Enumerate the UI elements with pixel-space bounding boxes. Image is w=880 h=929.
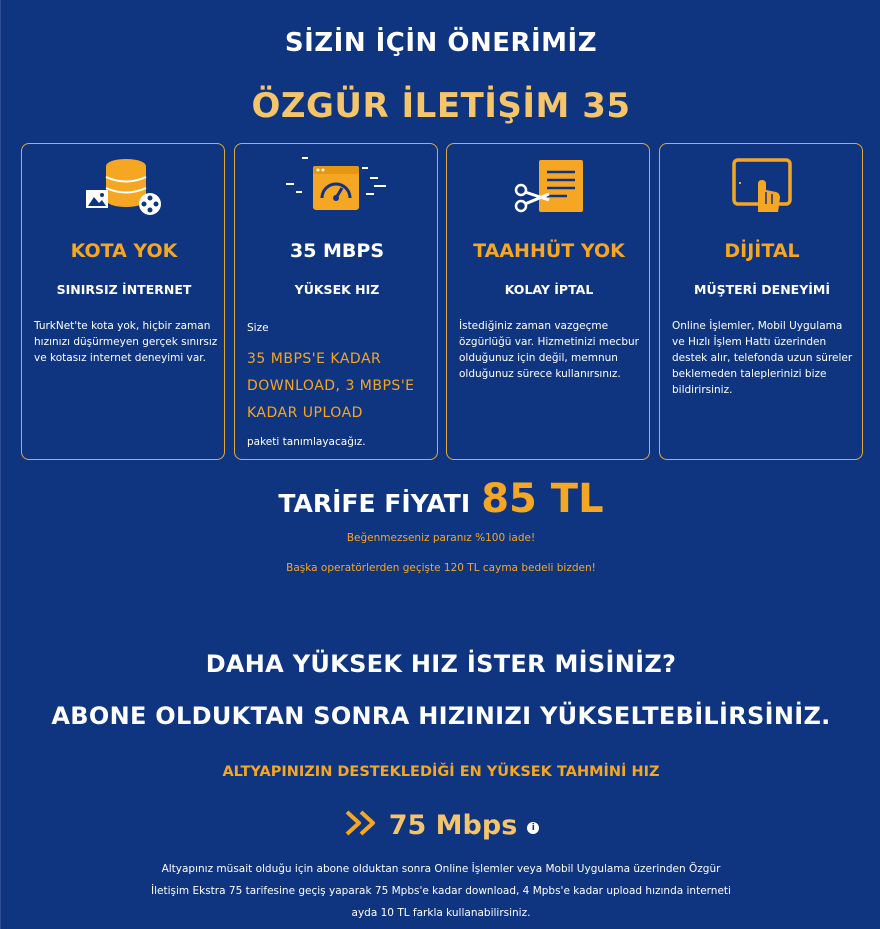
card-subtitle: MÜŞTERİ DENEYİMİ bbox=[694, 282, 830, 297]
double-chevron-icon bbox=[343, 808, 381, 842]
max-speed-value: 75 Mbps bbox=[388, 809, 518, 841]
card-title: KOTA YOK bbox=[70, 240, 178, 262]
cut-document-icon bbox=[447, 152, 651, 222]
feature-card-commitment bbox=[446, 143, 650, 460]
card-description: TurkNet'te kota yok, hiçbir zaman hızınızı düşürmeyen gerçek sınırsız ve kotasız internet deneyimi var. bbox=[34, 320, 218, 364]
recommend-title: SİZİN İÇİN ÖNERİMİZ bbox=[284, 28, 598, 58]
info-icon[interactable]: i bbox=[527, 822, 539, 834]
feature-card-speed bbox=[234, 143, 438, 460]
price-label: TARİFE FİYATI bbox=[278, 489, 471, 518]
feature-card-quota bbox=[21, 143, 225, 460]
feature-cards bbox=[21, 143, 863, 460]
support-speed-title: ALTYAPINIZIN DESTEKLEDİĞİ EN YÜKSEK TAHMİNİ HIZ bbox=[222, 764, 660, 780]
card-description: Online İşlemler, Mobil Uygulama ve Hızlı İşlem Hattı üzerinden destek alır, telefonda uzun süreler beklemeden taleplerinizi bize bildirirsiniz. bbox=[672, 320, 853, 396]
card-post-text: paketi tanımlayacağız. bbox=[247, 436, 366, 448]
database-media-icon bbox=[22, 152, 226, 222]
card-title: TAAHHÜT YOK bbox=[473, 240, 625, 262]
upgrade-question: DAHA YÜKSEK HIZ İSTER MİSİNİZ? bbox=[205, 650, 677, 678]
tablet-touch-icon bbox=[660, 152, 864, 222]
plan-name: ÖZGÜR İLETİŞİM 35 bbox=[251, 86, 631, 126]
card-subtitle: YÜKSEK HIZ bbox=[294, 282, 380, 297]
card-pre-text: Size bbox=[247, 322, 269, 334]
upgrade-footer-text: Altyapınız müsait olduğu için abone olduktan sonra Online İşlemler veya Mobil Uygulama üzerinden Özgür İletişim Ekstra 75 tarifesine geçiş yaparak 75 Mpbs'e kadar download, 4 Mpbs'e kadar upload hızında interneti ayda 10 TL farkla kullanabilirsiniz. bbox=[151, 863, 731, 919]
refund-note: Beğenmezseniz paranız %100 iade! bbox=[346, 532, 536, 544]
card-subtitle: KOLAY İPTAL bbox=[504, 282, 594, 297]
card-speed-text: 35 MBPS'E KADAR DOWNLOAD, 3 MBPS'E KADAR UPLOAD bbox=[247, 351, 415, 421]
upgrade-statement: ABONE OLDUKTAN SONRA HIZINIZI YÜKSELTEBİLİRSİNİZ. bbox=[51, 702, 831, 730]
card-subtitle: SINIRSIZ İNTERNET bbox=[56, 282, 192, 297]
feature-card-digital bbox=[659, 143, 863, 460]
price-value: 85 TL bbox=[481, 476, 604, 522]
cancellation-note: Başka operatörlerden geçişte 120 TL cayma bedeli bizden! bbox=[286, 562, 596, 574]
card-title: DİJİTAL bbox=[724, 240, 800, 262]
price-row bbox=[1, 476, 880, 522]
max-speed-row bbox=[1, 805, 880, 845]
card-description: İstediğiniz zaman vazgeçme özgürlüğü var. Hizmetinizi mecbur olduğunuz için değil, memnun olduğunuz sürece kullanırsınız. bbox=[459, 320, 639, 380]
card-title: 35 MBPS bbox=[289, 240, 385, 262]
speedometer-icon bbox=[235, 152, 439, 222]
